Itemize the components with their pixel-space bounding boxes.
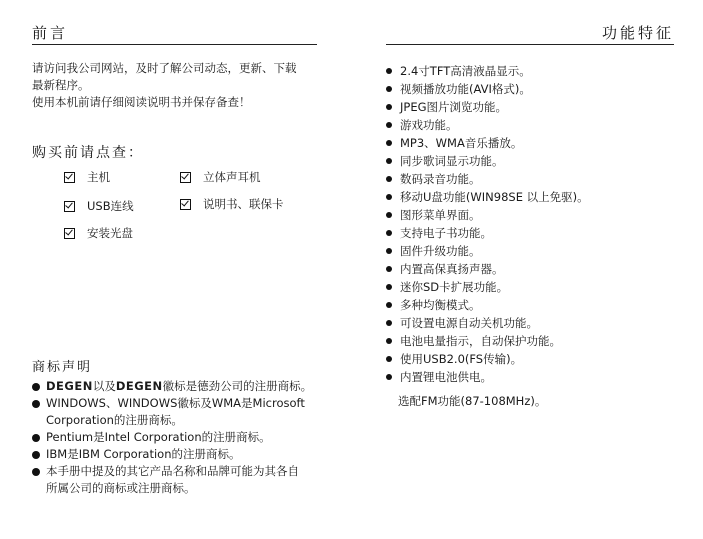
feature-item: 固件升级功能。 <box>386 242 589 260</box>
checklist-item-host <box>64 169 110 185</box>
feature-item: 图形菜单界面。 <box>386 206 589 224</box>
checkbox-checked-icon <box>180 172 191 183</box>
trademark-text: 徽标是德劲公司的注册商标。 <box>162 379 313 393</box>
feature-item: 2.4寸TFT高清液晶显示。 <box>386 62 589 80</box>
feature-item: 同步歌词显示功能。 <box>386 152 589 170</box>
trademark-item <box>32 463 324 497</box>
checklist-label: 立体声耳机 <box>203 170 261 184</box>
feature-item: 内置锂电池供电。 <box>386 368 589 386</box>
feature-item: 多种均衡模式。 <box>386 296 589 314</box>
features-heading: 功能特征 <box>601 24 674 42</box>
trademark-text: Pentium是Intel Corporation的注册商标。 <box>46 430 271 444</box>
preface-heading: 前言 <box>32 24 69 42</box>
intro-line-2: 最新程序。 <box>32 78 90 92</box>
trademark-text: Corporation的注册商标。 <box>46 413 183 427</box>
checklist-item-usb <box>64 198 134 214</box>
checklist-label: 安装光盘 <box>87 226 133 240</box>
package-heading: 购买前请点查： <box>32 145 144 161</box>
left-page <box>32 0 322 539</box>
trademark-text: WINDOWS、WINDOWS徽标及WMA是Microsoft <box>46 396 305 410</box>
checkbox-checked-icon <box>64 201 75 212</box>
feature-item: MP3、WMA音乐播放。 <box>386 134 589 152</box>
feature-item: 迷你SD卡扩展功能。 <box>386 278 589 296</box>
trademark-item <box>32 378 324 395</box>
trademark-item <box>32 429 324 446</box>
checklist-item-manual <box>180 196 284 212</box>
intro-line-1: 请访问我公司网站，及时了解公司动态，更新、下载 <box>32 61 297 75</box>
feature-item: 支持电子书功能。 <box>386 224 589 242</box>
degen-brand: DEGEN <box>115 379 163 393</box>
checkbox-checked-icon <box>64 228 75 239</box>
checklist-item-cd <box>64 225 133 241</box>
checkbox-checked-icon <box>180 199 191 210</box>
trademark-text: 本手册中提及的其它产品名称和品牌可能为其各自 <box>46 464 299 478</box>
trademark-item <box>32 446 324 463</box>
checkbox-checked-icon <box>64 172 75 183</box>
feature-item: 电池电量指示，自动保护功能。 <box>386 332 589 350</box>
intro-line-3: 使用本机前请仔细阅读说明书并保存备查！ <box>32 95 251 109</box>
checklist-label: 主机 <box>87 170 110 184</box>
trademark-list <box>32 378 324 497</box>
trademark-item <box>32 395 324 429</box>
checklist-label: USB连线 <box>87 199 134 213</box>
feature-item: 数码录音功能。 <box>386 170 589 188</box>
trademark-text: 以及 <box>92 379 116 393</box>
right-page <box>386 0 674 539</box>
trademark-text: IBM是IBM Corporation的注册商标。 <box>46 447 241 461</box>
features-rule <box>386 44 674 45</box>
feature-item: 使用USB2.0(FS传输)。 <box>386 350 589 368</box>
preface-rule <box>32 44 317 45</box>
feature-item: 移动U盘功能(WIN98SE 以上免驱)。 <box>386 188 589 206</box>
feature-item: 内置高保真扬声器。 <box>386 260 589 278</box>
trademark-heading: 商标声明 <box>32 360 93 375</box>
feature-item: 视频播放功能(AVI格式)。 <box>386 80 589 98</box>
feature-item: 游戏功能。 <box>386 116 589 134</box>
checklist-label: 说明书、联保卡 <box>203 197 284 211</box>
degen-brand: DEGEN <box>46 379 93 393</box>
trademark-text: 所属公司的商标或注册商标。 <box>46 481 196 495</box>
checklist-item-headphones <box>180 169 261 185</box>
feature-item: 可设置电源自动关机功能。 <box>386 314 589 332</box>
feature-list <box>386 62 589 386</box>
fm-optional-note: 选配FM功能(87-108MHz)。 <box>398 394 547 408</box>
feature-item: JPEG图片浏览功能。 <box>386 98 589 116</box>
